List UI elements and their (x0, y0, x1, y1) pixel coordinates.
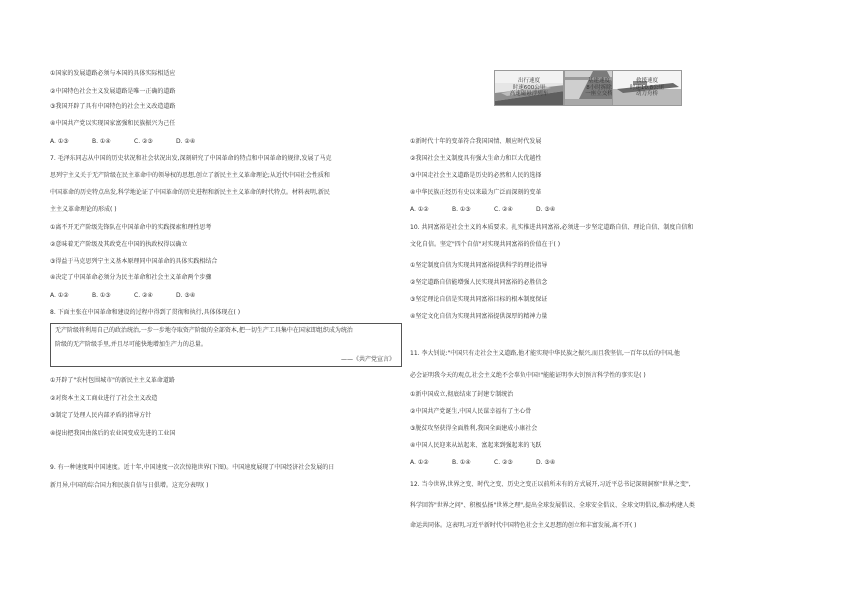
q6-choice-c[interactable]: C. ②③ (134, 138, 153, 145)
q6-option-3: ③我国开辟了具有中国特色的社会主义改造道路 (50, 103, 176, 110)
q10-stem-line-1: 10. 共同富裕是社会主义的本质要求。扎实推进共同富裕,必须进一步坚定道路自信、理论自信、制度自信和 (410, 224, 694, 231)
q7-option-2: ②意味着无产阶级及其政党在中国的执政权得以确立 (50, 241, 188, 248)
q11-stem-line-1: 11. 李大钊说:"中国只有走社会主义道路,他才能实现中华民族之振兴,而且我坚信,一百年以后的中国,他 (410, 350, 680, 357)
q6-option-4: ④中国共产党以实现国家富强和民族振兴为己任 (50, 120, 176, 127)
q8-option-1: ①开辟了"农村包围城市"的新民主主义革命道路 (50, 377, 175, 384)
photo-bridge-caption: 基建速度 8小时拆除 一座立交桥 (585, 78, 613, 97)
q11-option-2: ②中国共产党诞生,中国人民谋幸福有了主心骨 (410, 408, 532, 415)
q6-option-2: ②中国特色社会主义发展道路是唯一正确的道路 (50, 88, 176, 95)
photo-pontoon-caption: 救援速度 时速10.8公里 动力舟桥 (629, 78, 665, 97)
q11-stem-line-2: 必会证明我今天的观点,社会主义绝不会辜负中国!"能能证明李大钊预言科学性的事实是( ) (410, 372, 646, 379)
q6-choice-b[interactable]: B. ①④ (92, 138, 111, 145)
q11-choice-d[interactable]: D. ③④ (536, 459, 556, 466)
q7-stem-line-3: 中国革命的历史特点出发,科学地论证了中国革命的历史进程和新民主主义革命的时代特点。材料表明,新民 (50, 189, 330, 196)
q6-choice-a[interactable]: A. ①③ (50, 138, 69, 145)
q6-choice-d[interactable]: D. ②④ (176, 138, 196, 145)
q9-choices (410, 206, 578, 214)
q10-option-4: ④坚定文化自信为实现共同富裕提供深厚的精神力量 (410, 313, 548, 320)
q10-option-3: ③坚定理论自信是实现共同富裕目标的根本制度保证 (410, 296, 548, 303)
q7-stem-line-1: 7. 毛泽东同志从中国的历史状况和社会状况出发,深刻研究了中国革命的特点和中国革命的规律,发展了马克 (50, 155, 332, 162)
q8-option-4: ④提出把我国由落后的农业国变成先进的工业国 (50, 430, 176, 437)
q9-option-4: ④中华民族正经历有史以来最为广泛而深刻的变革 (410, 189, 542, 196)
q9-choice-d[interactable]: D. ③④ (536, 206, 556, 213)
q12-stem-line-2: 科学回答"世界之问"、积极弘扬"世界之理",提出全球发展倡议、全球安全倡议、全球文明倡议,推动构建人类 (410, 502, 695, 509)
q8-quote-box (50, 323, 402, 367)
q8-stem: 8. 下面主张在中国革命和建设的过程中得到了贯彻和执行,具体体现在( ) (50, 309, 241, 316)
q11-option-4: ④中国人民迎来从站起来、富起来到强起来的飞跃 (410, 442, 542, 449)
q11-choice-c[interactable]: C. ②③ (494, 459, 513, 466)
q11-choice-b[interactable]: B. ①④ (452, 459, 471, 466)
q7-choices (50, 292, 218, 300)
q7-choice-a[interactable]: A. ①② (50, 292, 69, 299)
q7-stem-line-2: 思列宁主义关于无产阶级在民主革命中的领导权的思想,创立了新民主主义革命理论;从近代中国社会性质和 (50, 172, 330, 179)
q7-option-1: ①离不开无产阶级先锋队在中国革命中的实践探索和理性思考 (50, 224, 212, 231)
q9-stem-line-1: 9. 有一种速度叫中国速度。近十年,中国速度一次次惊艳世界(下图)。中国速度展现了中国经济社会发展的日 (50, 464, 335, 471)
q6-option-1: ①国家的发展道路必须与本国的具体实际相适应 (50, 70, 176, 77)
q8-option-3: ③制定了处理人民内部矛盾的指导方针 (50, 412, 152, 419)
q11-option-1: ①新中国成立,彻底结束了封建专制统治 (410, 391, 514, 398)
q9-option-3: ③中国走社会主义道路是历史的必然和人民的选择 (410, 172, 542, 179)
q9-choice-c[interactable]: C. ②④ (494, 206, 513, 213)
q12-stem-line-3: 命运共同体。这表明,习近平新时代中国特色社会主义思想的创立和丰富发展,离不开( ) (410, 522, 637, 529)
q12-stem-line-1: 12. 当今世界,世界之变、时代之变、历史之变正以前所未有的方式展开,习近平总书记深刻洞察"世界之变", (410, 481, 691, 488)
q9-stem-line-2: 新月异,中国的综合国力和民族自信与日俱增。这充分表明( ) (50, 482, 209, 489)
q9-option-1: ①新时代十年的变革符合我国国情、顺应时代发展 (410, 138, 542, 145)
q7-option-4: ④决定了中国革命必须分为民主革命和社会主义革命两个步骤 (50, 274, 212, 281)
q7-option-3: ③得益于马克思列宁主义基本原理同中国革命的具体实践相结合 (50, 258, 218, 265)
q7-choice-d[interactable]: D. ③④ (176, 292, 196, 299)
q11-choice-a[interactable]: A. ①② (410, 459, 429, 466)
q8-quote-line-2: 阶级的无产阶级手里,并且尽可能快地增加生产力的总量。 (55, 341, 207, 348)
q9-option-2: ②我国社会主义制度具有强大生命力和巨大优越性 (410, 155, 542, 162)
q7-choice-c[interactable]: C. ②④ (134, 292, 153, 299)
q8-quote-line-1: 无产阶级将利用自己的政治统治,一步一步地夺取资产阶级的全部资本,把一切生产工具集中在国家即组织成为统治 (55, 327, 353, 334)
q11-choices (410, 459, 578, 467)
q10-option-2: ②坚定道路自信能增强人民实现共同富裕的必胜信念 (410, 279, 548, 286)
q10-option-1: ①坚定制度自信为实现共同富裕提供科学的理论指导 (410, 262, 548, 269)
q8-option-2: ②对资本主义工商业进行了社会主义改造 (50, 395, 158, 402)
q9-choice-a[interactable]: A. ①② (410, 206, 429, 213)
q9-choice-b[interactable]: B. ①③ (452, 206, 471, 213)
q7-choice-b[interactable]: B. ①③ (92, 292, 111, 299)
q10-stem-line-2: 文化自信。坚定"四个自信"对实现共同富裕的价值在于( ) (410, 241, 561, 248)
q11-option-3: ③脱贫攻坚获得全面胜利,我国全面建成小康社会 (410, 425, 538, 432)
photo-maglev-caption: 出行速度 时速600公里 高速磁悬浮列车 (509, 78, 549, 97)
q6-choices (50, 138, 218, 146)
q8-quote-source: ——《共产党宣言》 (340, 356, 395, 363)
q7-stem-line-4: 主主义革命理论的形成( ) (50, 206, 117, 213)
